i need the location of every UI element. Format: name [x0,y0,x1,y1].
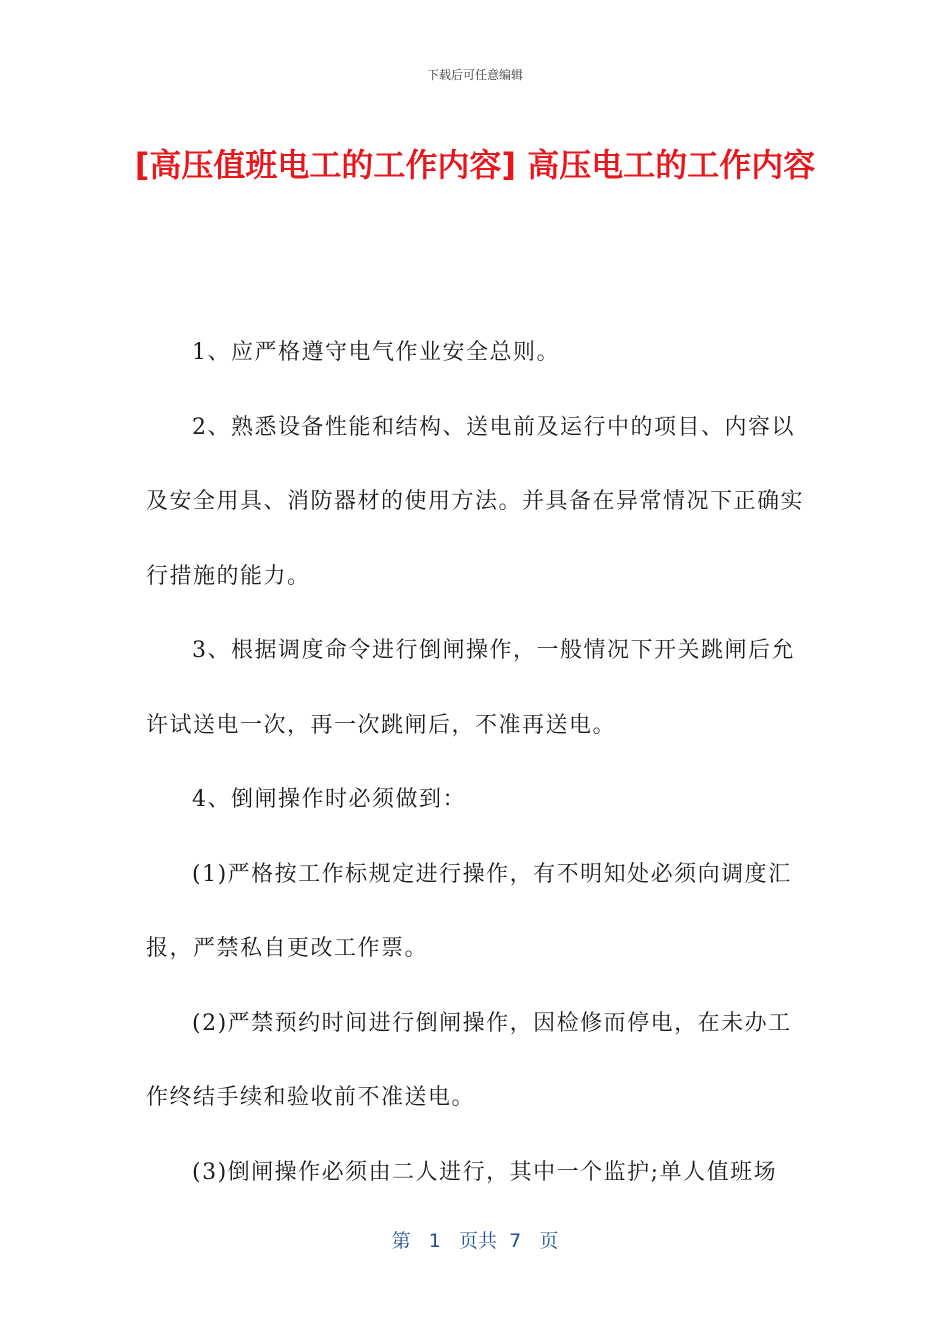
footer-suffix: 页 [539,1230,559,1252]
paragraph-1: 1、应严格遵守电气作业安全总则。 [192,340,560,365]
footer-current-page: 1 [428,1230,441,1252]
paragraph-5: (1)严格按工作标规定进行操作，有不明知处必须向调度汇报，严禁私自更改工作票。 [146,861,792,961]
paragraph-7: (3)倒闸操作必须由二人进行，其中一个监护;单人值班场 [192,1159,778,1185]
paragraph-4: 4、倒闸操作时必须做到： [192,787,466,812]
footer-total-pages: 7 [509,1230,522,1252]
paragraph-2: 2、熟悉设备性能和结构、送电前及运行中的项目、内容以及安全用具、消防器材的使用方法。并具备在异常情况下正确实行措施的能力。 [146,414,805,589]
document-title: [高压值班电工的工作内容] 高压电工的工作内容 [134,146,816,184]
header-note: 下载后可任意编辑 [426,68,523,82]
page-footer [0,1226,950,1253]
paragraph-3: 3、根据调度命令进行倒闸操作，一般情况下开关跳闸后允许试送电一次，再一次跳闸后，不准再送电。 [146,638,795,738]
footer-mid: 页共 [459,1230,498,1252]
paragraph-6: (2)严禁预约时间进行倒闸操作，因检修而停电，在未办工作终结手续和验收前不准送电。 [146,1010,792,1110]
document-body [146,316,806,1210]
footer-prefix: 第 [391,1230,411,1252]
